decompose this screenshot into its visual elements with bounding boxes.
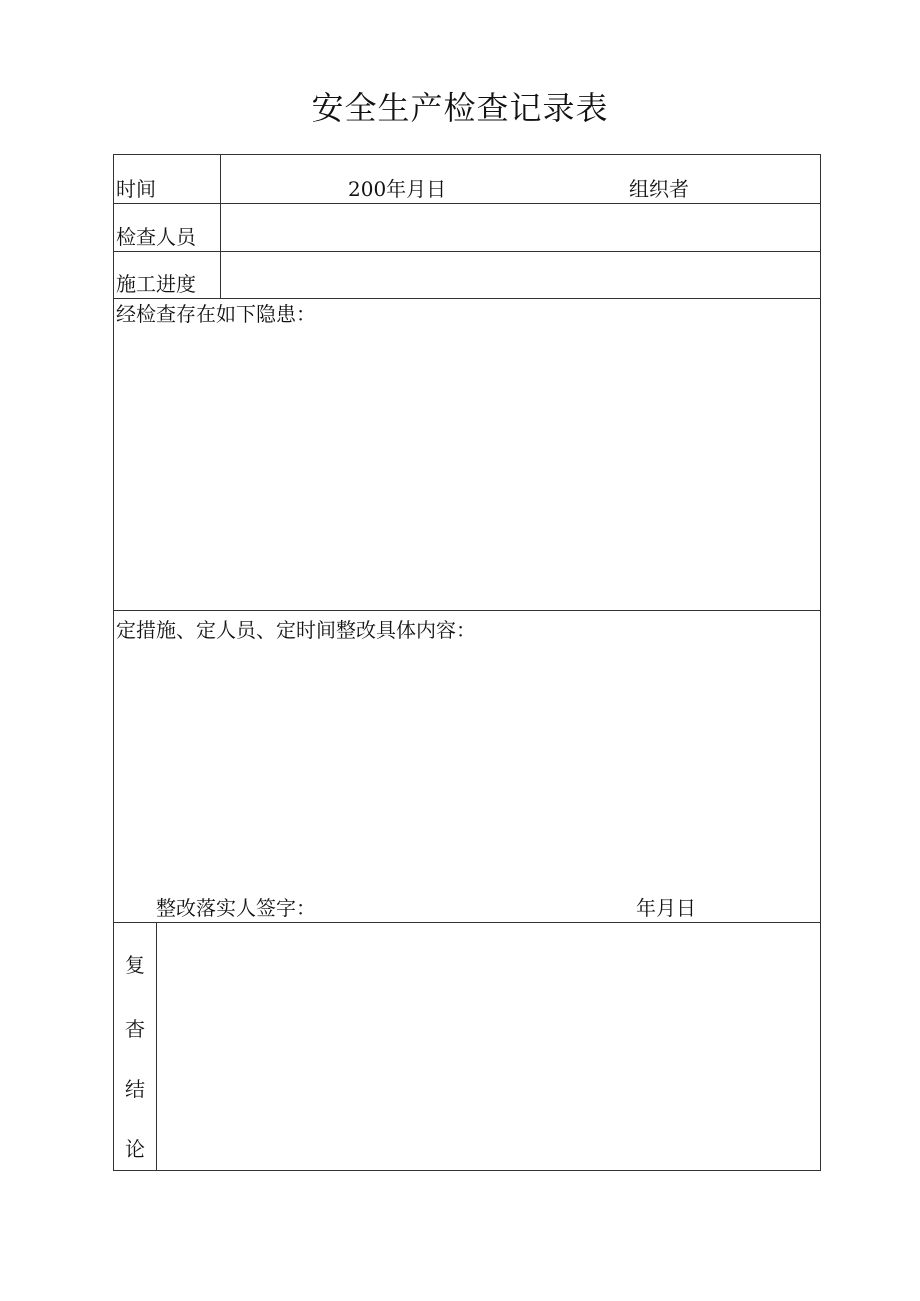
time-value[interactable]: 200年月日 (348, 177, 447, 201)
inspection-form (113, 154, 821, 1171)
signature-label: 整改落实人签字： (156, 896, 316, 920)
row-divider (114, 922, 820, 923)
review-char: 复 (125, 953, 145, 977)
label-column-divider (220, 155, 221, 298)
progress-label: 施工进度 (116, 272, 196, 296)
rectification-label: 定措施、定人员、定时间整改具体内容： (116, 618, 476, 642)
review-field[interactable] (158, 924, 818, 1168)
progress-field[interactable] (222, 253, 818, 296)
review-char: 杳 (125, 1017, 145, 1041)
signature-date[interactable]: 年月日 (636, 896, 696, 920)
hazards-label: 经检查存在如下隐患： (116, 302, 316, 326)
inspectors-label: 检查人员 (116, 225, 196, 249)
inspectors-field[interactable] (222, 205, 818, 249)
review-char: 结 (125, 1077, 145, 1101)
row-divider (114, 610, 820, 611)
review-char: 论 (125, 1137, 145, 1161)
rectification-field[interactable] (116, 647, 816, 887)
page-title: 安全生产检查记录表 (311, 89, 609, 127)
review-column-divider (156, 922, 157, 1170)
hazards-field[interactable] (116, 330, 816, 606)
time-label: 时间 (116, 177, 156, 201)
organizer-label: 组织者 (629, 177, 689, 201)
row-divider (114, 298, 820, 299)
